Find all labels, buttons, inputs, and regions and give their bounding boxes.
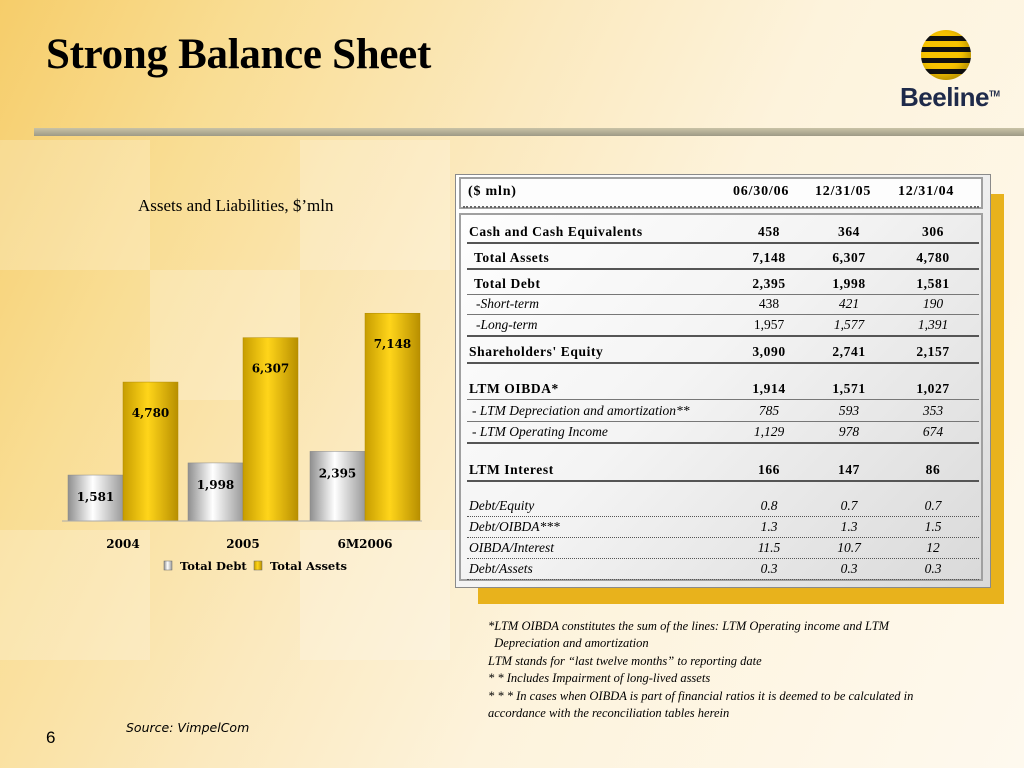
table-row	[467, 540, 979, 559]
row-value: 421	[838, 296, 860, 311]
row-value: 147	[837, 462, 861, 477]
chart-title: Assets and Liabilities, $’mln	[138, 196, 334, 215]
table-row	[467, 519, 979, 538]
row-value: 190	[922, 296, 944, 311]
row-value: 364	[837, 224, 861, 239]
table-row	[467, 403, 979, 422]
row-value: 0.7	[924, 498, 942, 513]
table-row	[467, 224, 979, 244]
row-value: 1,957	[753, 317, 785, 332]
row-value: 593	[838, 403, 860, 418]
row-value: 1,129	[753, 424, 785, 439]
row-value: 4,780	[916, 250, 950, 265]
row-value: 0.3	[924, 561, 942, 576]
source-note: Source: VimpelCom	[126, 720, 250, 735]
bar-total-debt	[188, 463, 243, 521]
row-value: 11.5	[757, 540, 781, 555]
row-value: 1,914	[752, 381, 786, 396]
row-label: Debt/Assets	[469, 561, 533, 576]
table-row	[467, 381, 979, 400]
row-value: 978	[838, 424, 860, 439]
row-value: 1.3	[760, 519, 778, 534]
row-value: 785	[758, 403, 780, 418]
row-value: 458	[757, 224, 781, 239]
row-value: 438	[758, 296, 780, 311]
row-value: 0.7	[840, 498, 858, 513]
bar-data-label: 1,581	[76, 490, 115, 505]
table-row	[467, 498, 979, 517]
row-value: 0.3	[760, 561, 778, 576]
beeline-logo	[900, 30, 1010, 115]
row-label: Shareholders' Equity	[469, 344, 604, 359]
table-row	[467, 296, 979, 315]
row-value: 12	[926, 540, 940, 555]
row-value: 1.3	[840, 519, 858, 534]
row-value: 2,157	[916, 344, 950, 359]
row-value: 1,998	[832, 276, 866, 291]
slide-title: Strong Balance Sheet	[46, 31, 431, 78]
footnote: Depreciation and amortization	[488, 636, 649, 651]
row-label: LTM Interest	[469, 462, 554, 477]
legend-swatch	[254, 561, 262, 570]
row-label: Total Assets	[474, 250, 550, 265]
row-value: 2,741	[832, 344, 866, 359]
row-value: 306	[921, 224, 945, 239]
legend-label: Total Assets	[270, 559, 348, 573]
table-row	[467, 276, 979, 295]
row-value: 1,577	[833, 317, 865, 332]
row-value: 1,027	[916, 381, 950, 396]
row-value: 3,090	[752, 344, 786, 359]
legend-swatch	[164, 561, 172, 570]
footnote: *LTM OIBDA constitutes the sum of the lines: LTM Operating income and LTM	[488, 619, 890, 633]
row-value: 10.7	[837, 540, 861, 555]
table-row	[467, 424, 979, 444]
logo-text: Beeline™	[900, 82, 1000, 112]
row-label: - LTM Depreciation and amortization**	[472, 403, 690, 418]
row-label: Debt/Equity	[469, 498, 535, 513]
table-row	[467, 561, 979, 580]
bar-total-debt	[310, 451, 365, 521]
bar-total-assets	[123, 382, 178, 521]
bar-data-label: 4,780	[131, 406, 170, 421]
footnote: * * * In cases when OIBDA is part of financial ratios it is deemed to be calculated in	[488, 688, 914, 703]
row-value: 6,307	[832, 250, 866, 265]
footnote: accordance with the reconciliation tables herein	[488, 706, 730, 721]
footnote: * * Includes Impairment of long-lived assets	[488, 671, 711, 686]
row-value: 166	[757, 462, 781, 477]
table-header-col-2: 12/31/05	[815, 184, 872, 199]
row-value: 0.3	[840, 561, 858, 576]
page-number: 6	[46, 728, 56, 747]
row-label: Total Debt	[474, 276, 541, 291]
table-row	[467, 344, 979, 364]
row-label: - LTM Operating Income	[472, 424, 608, 439]
row-label: OIBDA/Interest	[469, 540, 554, 555]
row-value: 1,571	[832, 381, 866, 396]
table-header-col-3: 12/31/04	[898, 184, 955, 199]
table-row	[467, 317, 979, 337]
x-tick-label: 2004	[106, 537, 140, 551]
bar-data-label: 2,395	[318, 466, 357, 481]
row-label: -Short-term	[476, 296, 539, 311]
row-value: 0.8	[760, 498, 778, 513]
row-value: 7,148	[752, 250, 786, 265]
row-value: 674	[922, 424, 944, 439]
row-value: 86	[925, 462, 941, 477]
table-row	[467, 462, 979, 482]
row-label: -Long-term	[476, 317, 538, 332]
row-label: LTM OIBDA*	[469, 381, 559, 396]
bar-data-label: 7,148	[373, 337, 412, 352]
title-divider	[34, 128, 1024, 136]
x-tick-label: 6M2006	[337, 537, 393, 551]
footnote: LTM stands for “last twelve months” to reporting date	[488, 653, 762, 668]
bar-data-label: 1,998	[196, 477, 235, 492]
table-row	[467, 250, 979, 270]
row-value: 1.5	[924, 519, 942, 534]
row-value: 1,581	[916, 276, 950, 291]
row-value: 2,395	[752, 276, 786, 291]
bar-data-label: 6,307	[251, 361, 290, 376]
legend-label: Total Debt	[180, 559, 247, 573]
bar-chart	[52, 290, 432, 590]
row-value: 353	[922, 403, 944, 418]
table-header-label: ($ mln)	[468, 184, 517, 199]
footnotes	[488, 618, 988, 722]
row-label: Debt/OIBDA***	[469, 519, 560, 534]
row-value: 1,391	[917, 317, 949, 332]
x-tick-label: 2005	[226, 537, 260, 551]
row-label: Cash and Cash Equivalents	[469, 224, 643, 239]
beeline-ball-icon	[921, 30, 971, 80]
table-header-col-1: 06/30/06	[733, 184, 790, 199]
background-square	[0, 140, 150, 270]
